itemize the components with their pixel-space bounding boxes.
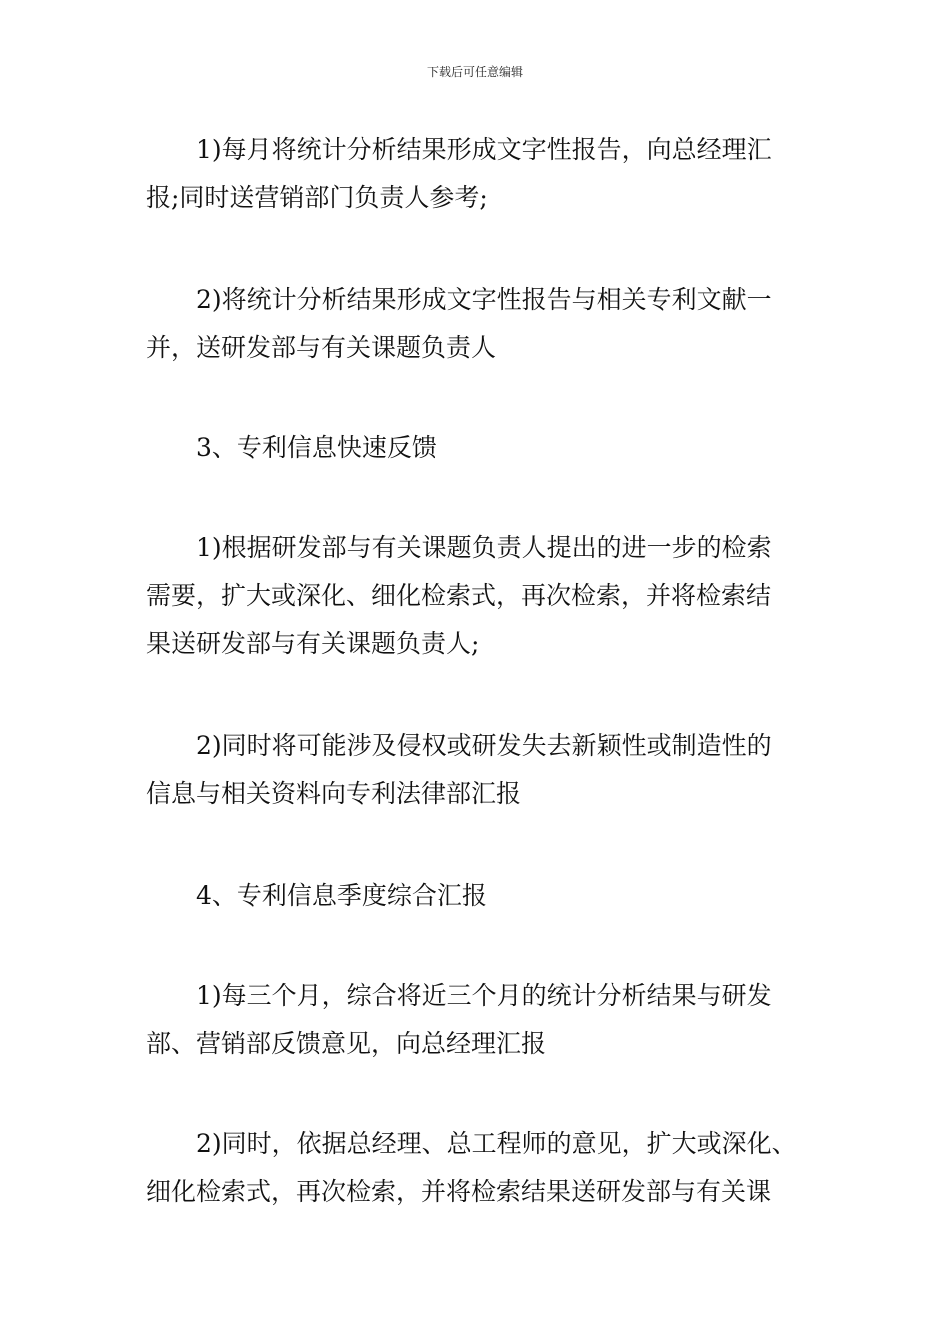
text-line: 报;同时送营销部门负责人参考; xyxy=(146,183,488,212)
text-line: 1)每月将统计分析结果形成文字性报告，向总经理汇 xyxy=(196,135,772,164)
text-line: 细化检索式，再次检索，并将检索结果送研发部与有关课 xyxy=(146,1177,772,1206)
paragraph-infringement-report xyxy=(146,722,826,818)
page-header: 下载后可任意编辑 xyxy=(426,65,523,79)
paragraph-report-with-patents xyxy=(146,276,826,372)
text-line: 2)将统计分析结果形成文字性报告与相关专利文献一 xyxy=(196,285,772,314)
text-line: 信息与相关资料向专利法律部汇报 xyxy=(146,779,522,808)
text-line: 2)同时将可能涉及侵权或研发失去新颖性或制造性的 xyxy=(196,731,772,760)
section-heading-3 xyxy=(146,424,826,472)
text-line: 并，送研发部与有关课题负责人 xyxy=(146,333,497,362)
paragraph-report-monthly xyxy=(146,126,826,222)
text-line: 2)同时，依据总经理、总工程师的意见，扩大或深化、 xyxy=(196,1129,797,1158)
text-line: 需要，扩大或深化、细化检索式，再次检索，并将检索结 xyxy=(146,581,772,610)
text-line: 果送研发部与有关课题负责人; xyxy=(146,629,480,658)
heading-line: 3、专利信息快速反馈 xyxy=(196,433,437,462)
text-line: 1)每三个月，综合将近三个月的统计分析结果与研发 xyxy=(196,981,772,1010)
paragraph-quarterly-summary xyxy=(146,972,826,1068)
paragraph-further-search xyxy=(146,524,826,668)
text-line: 部、营销部反馈意见，向总经理汇报 xyxy=(146,1029,547,1058)
heading-line: 4、专利信息季度综合汇报 xyxy=(196,881,487,910)
paragraph-expanded-search xyxy=(146,1120,826,1216)
text-line: 1)根据研发部与有关课题负责人提出的进一步的检索 xyxy=(196,533,772,562)
section-heading-4 xyxy=(146,872,826,920)
